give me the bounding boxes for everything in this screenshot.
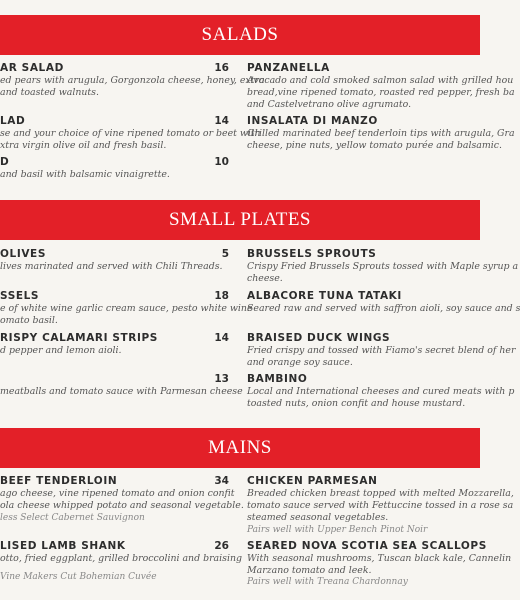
item-description: Seared raw and served with saffron aioli, soy sauce and s — [247, 303, 520, 314]
wine-pairing: less Select Cabernet Sauvignon — [0, 513, 145, 523]
item-description: Avocado and cold smoked salmon salad with grilled hou bread,vine ripened tomato, roasted red pepper, fresh ba and Castelvetrano olive agrumato. — [247, 75, 515, 110]
item-name: RISPY CALAMARI STRIPS — [0, 332, 158, 344]
item-price: 34 — [214, 475, 229, 487]
item-name: ALBACORE TUNA TATAKI — [247, 290, 402, 302]
item-name: CHICKEN PARMESAN — [247, 475, 378, 487]
item-name: BAMBINO — [247, 373, 308, 385]
item-description: ago cheese, vine ripened tomato and onion confit ola cheese whipped potato and seasonal vegetable. — [0, 488, 244, 511]
item-description: se and your choice of vine ripened tomato or beet with xtra virgin olive oil and fresh basil. — [0, 128, 261, 151]
item-description: Fried crispy and tossed with Fiamo's secret blend of her and orange soy sauce. — [247, 345, 516, 368]
item-description: Grilled marinated beef tenderloin tips with arugula, Gra cheese, pine nuts, yellow tomato purée and balsamic. — [247, 128, 515, 151]
item-name: SSELS — [0, 290, 40, 302]
item-name: INSALATA DI MANZO — [247, 115, 378, 127]
item-price: 14 — [214, 332, 229, 344]
item-description: Local and International cheeses and cured meats with p toasted nuts, onion confit and house mustard. — [247, 386, 515, 409]
wine-pairing: Vine Makers Cut Bohemian Cuvée — [0, 572, 157, 582]
item-name: LAD — [0, 115, 26, 127]
section-header-salads: SALADS — [0, 15, 480, 55]
section-header-mains: MAINS — [0, 428, 480, 468]
item-name: OLIVES — [0, 248, 46, 260]
item-price: 10 — [214, 156, 229, 168]
item-description: meatballs and tomato sauce with Parmesan cheese — [0, 386, 243, 397]
item-price: 18 — [214, 290, 229, 302]
item-description: Crispy Fried Brussels Sprouts tossed with Maple syrup a cheese. — [247, 261, 519, 284]
item-name: BEEF TENDERLOIN — [0, 475, 118, 487]
wine-pairing: Pairs well with Treana Chardonnay — [247, 577, 408, 587]
item-description: lives marinated and served with Chili Threads. — [0, 261, 223, 272]
item-description: d pepper and lemon aioli. — [0, 345, 122, 356]
item-price: 5 — [221, 248, 229, 260]
item-description: Breaded chicken breast topped with melted Mozzarella, tomato sauce served with Fettuccine tossed in a rose sa steamed seasonal vegetables. — [247, 488, 514, 523]
item-price: 13 — [214, 373, 229, 385]
item-description: and basil with balsamic vinaigrette. — [0, 169, 170, 180]
item-price: 16 — [214, 62, 229, 74]
item-description: otto, fried eggplant, grilled broccolini and braising — [0, 553, 242, 564]
item-price: 14 — [214, 115, 229, 127]
item-description: e of white wine garlic cream sauce, pesto white wine omato basil. — [0, 303, 253, 326]
item-description: ed pears with arugula, Gorgonzola cheese, honey, extra and toasted walnuts. — [0, 75, 265, 98]
item-name: BRUSSELS SPROUTS — [247, 248, 377, 260]
item-price: 26 — [214, 540, 229, 552]
item-description: With seasonal mushrooms, Tuscan black kale, Cannelin Marzano tomato and leek. — [247, 553, 512, 576]
section-header-small-plates: SMALL PLATES — [0, 200, 480, 240]
item-name: D — [0, 156, 10, 168]
item-name: BRAISED DUCK WINGS — [247, 332, 391, 344]
wine-pairing: Pairs well with Upper Bench Pinot Noir — [247, 525, 428, 535]
item-name: PANZANELLA — [247, 62, 330, 74]
item-name: LISED LAMB SHANK — [0, 540, 126, 552]
item-name: SEARED NOVA SCOTIA SEA SCALLOPS — [247, 540, 487, 552]
item-name: AR SALAD — [0, 62, 64, 74]
